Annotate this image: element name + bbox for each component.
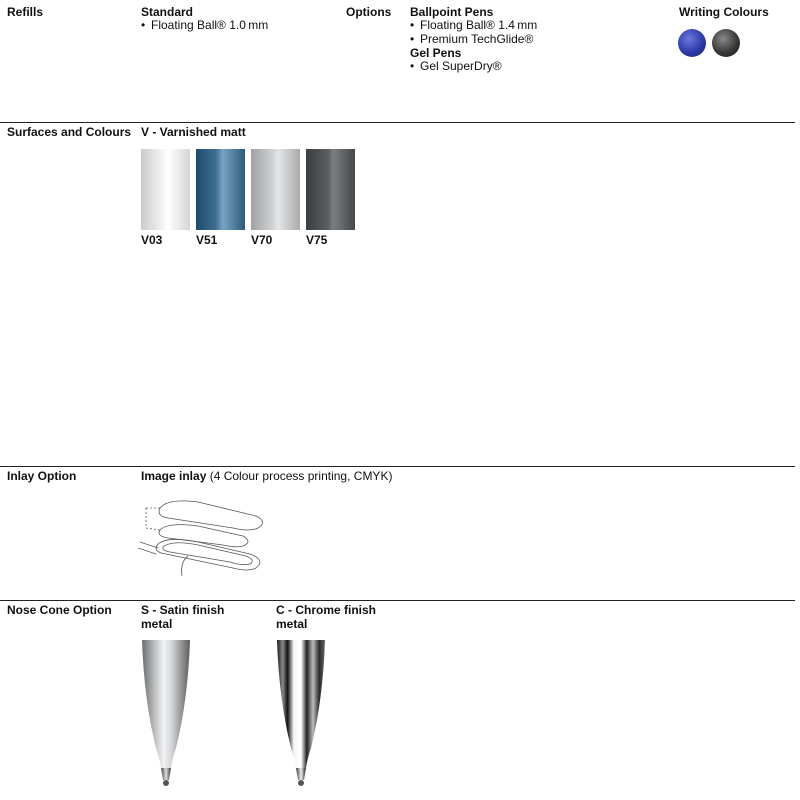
swatch-code: V51 (196, 233, 218, 247)
list-item: • Gel SuperDry® (410, 60, 537, 74)
satin-heading-line2: metal (141, 617, 173, 631)
swatch-code: V70 (251, 233, 273, 247)
section-divider (0, 466, 795, 467)
satin-nose-cone-image (138, 640, 194, 792)
inlay-diagram (138, 490, 273, 580)
options-block (410, 5, 537, 74)
ballpoint-list (410, 19, 537, 46)
swatch-code: V75 (306, 233, 328, 247)
nose-cone-label: Nose Cone Option (7, 603, 112, 617)
swatch-code: V03 (141, 233, 163, 247)
section-divider (0, 600, 795, 601)
satin-heading-line1: S - Satin finish (141, 603, 225, 617)
writing-colour-black-swatch (712, 29, 740, 57)
chrome-heading-line2: metal (276, 617, 308, 631)
list-item: • Premium TechGlide® (410, 33, 537, 47)
standard-list (141, 19, 268, 33)
ballpoint-heading: Ballpoint Pens (410, 5, 494, 19)
list-item: • Floating Ball® 1.4 mm (410, 19, 537, 33)
satin-heading (141, 603, 224, 631)
inlay-label: Inlay Option (7, 469, 77, 483)
section-divider (0, 122, 795, 123)
standard-block (141, 5, 268, 33)
inlay-heading-rest: (4 Colour process printing, CMYK) (206, 469, 393, 483)
swatch-v51 (196, 149, 245, 230)
writing-colour-blue-swatch (678, 29, 706, 57)
swatch-v03 (141, 149, 190, 230)
surfaces-heading: V - Varnished matt (141, 125, 246, 139)
swatch-v70 (251, 149, 300, 230)
gel-list (410, 60, 537, 74)
chrome-nose-cone-image (273, 640, 329, 792)
chrome-heading-line1: C - Chrome finish (276, 603, 377, 617)
refills-label: Refills (7, 5, 44, 19)
writing-colours-label: Writing Colours (679, 5, 769, 19)
list-item: • Floating Ball® 1.0 mm (141, 19, 268, 33)
chrome-heading (276, 603, 376, 631)
inlay-heading (141, 470, 392, 484)
swatch-v75 (306, 149, 355, 230)
standard-heading: Standard (141, 5, 194, 19)
options-label: Options (346, 5, 392, 19)
gel-heading: Gel Pens (410, 46, 462, 60)
surfaces-label: Surfaces and Colours (7, 125, 132, 139)
inlay-heading-bold: Image inlay (141, 469, 207, 483)
